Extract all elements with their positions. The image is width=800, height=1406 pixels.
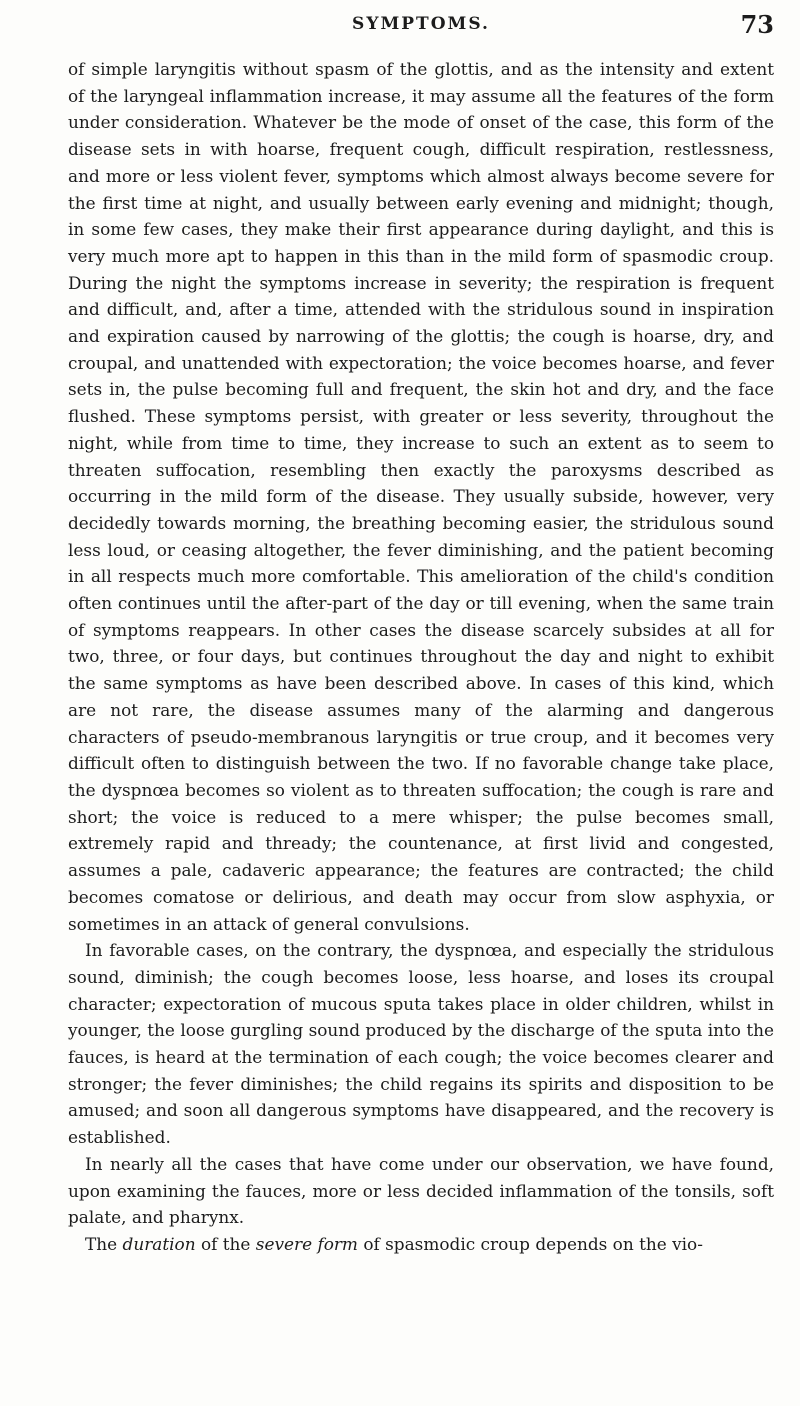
paragraph-4-post: of spasmodic croup depends on the vio- [357,1233,703,1254]
body-text [68,56,774,1258]
paragraph-4 [68,1231,774,1258]
page-number: 73 [740,10,774,39]
paragraph-3: In nearly all the cases that have come under our observation, we have found, upon examining the fauces, more or less decided inflammation of the tonsils, soft palate, and pharynx. [68,1153,774,1228]
running-title: SYMPTOMS. [352,14,490,34]
italic-duration: duration [122,1233,196,1254]
paragraph-4-mid: of the [195,1233,256,1254]
paragraph-1: of simple laryngitis without spasm of the glottis, and as the intensity and extent of the laryngeal inflammation increase, it may assume all the features of the form under consideration. Whatever be the mode of onset of the case, this form of the disease sets in with hoarse, frequent cough, difficult respiration, restlessness, and more or less violent fever, symptoms which almost always become severe for the first time at night, and usually between early evening and midnight; though, in some few cases, they make their first appearance during daylight, and this is very much more apt to happen in this than in the mild form of spasmodic croup. During the night the symptoms increase in severity; the respiration is frequent and difficult, and, after a time, attended with the stridulous sound in inspiration and expiration caused by narrowing of the glottis; the cough is hoarse, dry, and croupal, and unattended with expectoration; the voice becomes hoarse, and fever sets in, the pulse becoming full and frequent, the skin hot and dry, and the face flushed. These symptoms persist, with greater or less severity, throughout the night, while from time to time, they increase to such an extent as to seem to threaten suffocation, resembling then exactly the paroxysms described as occurring in the mild form of the disease. They usually subside, however, very decidedly towards morning, the breathing becoming easier, the stridulous sound less loud, or ceasing altogether, the fever diminishing, and the patient becoming in all respects much more comfortable. This amelioration of the child's condition often continues until the after-part of the day or till evening, when the same train of symptoms reappears. In other cases the disease scarcely subsides at all for two, three, or four days, but continues throughout the day and night to exhibit the same symptoms as have been described above. In cases of this kind, which are not rare, the disease assumes many of the alarming and dangerous characters of pseudo-membranous laryngitis or true croup, and it becomes very difficult often to distinguish between the two. If no favorable change take place, the dyspnœa becomes so violent as to threaten suffocation; the cough is rare and short; the voice is reduced to a mere whisper; the pulse becomes small, extremely rapid and thready; the countenance, at first livid and congested, assumes a pale, cadaveric appearance; the features are contracted; the child becomes comatose or delirious, and death may occur from slow asphyxia, or sometimes in an attack of general convulsions. [68,59,774,934]
paragraph-4-pre: The [85,1233,123,1254]
paragraph-2: In favorable cases, on the contrary, the dyspnœa, and especially the stridulous sound, diminish; the cough becomes loose, less hoarse, and loses its croupal character; expectoration of mucous sputa takes place in older children, whilst in younger, the loose gurgling sound produced by the discharge of the sputa into the fauces, is heard at the termination of each cough; the voice becomes clearer and stronger; the fever diminishes; the child regains its spirits and disposition to be amused; and soon all dangerous symptoms have disappeared, and the recovery is established. [68,940,774,1148]
italic-severe-form: severe form [255,1233,358,1254]
page-header [68,10,774,42]
